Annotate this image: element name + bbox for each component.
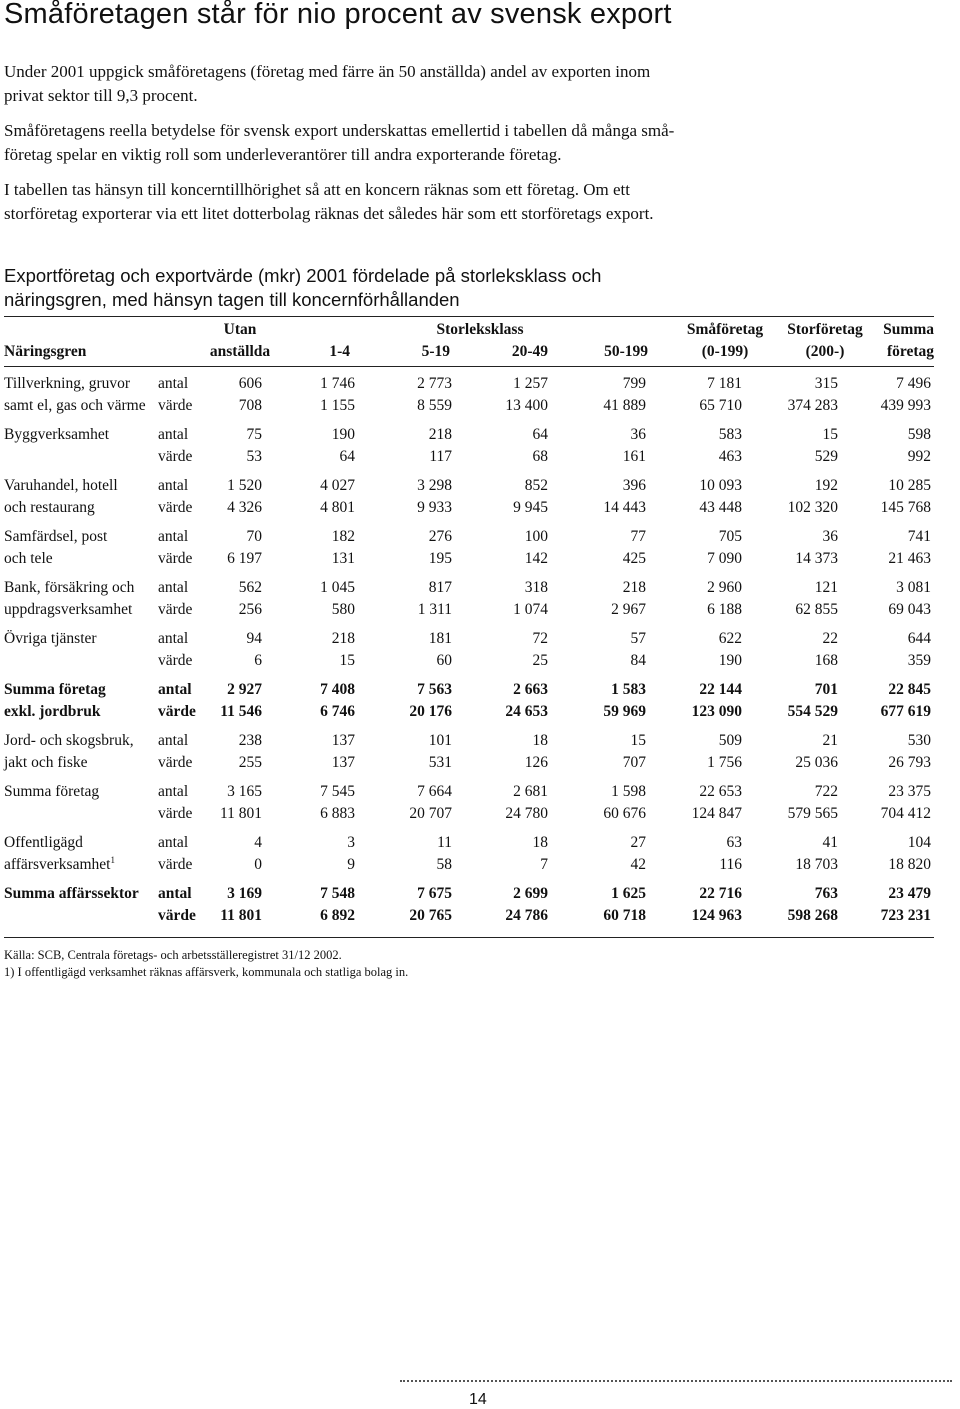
table-cell: 60 676	[603, 804, 646, 822]
measure-label: värde	[158, 855, 193, 873]
measure-label: antal	[158, 630, 189, 647]
table-cell: 192	[814, 477, 838, 494]
table-cell: 123 090	[691, 702, 742, 720]
table-cell: 60	[436, 651, 452, 669]
header-naringsgren: Näringsgren	[4, 343, 87, 360]
table-cell: 14 443	[603, 498, 646, 516]
table-cell: 64	[339, 447, 355, 465]
table-cell: 554 529	[787, 702, 838, 720]
table-cell: 20 176	[409, 702, 452, 720]
header-5-19: 5-19	[421, 343, 450, 360]
table-cell: 1 746	[320, 375, 355, 392]
measure-label: antal	[158, 528, 189, 545]
table-cell: 439 993	[880, 396, 931, 414]
table-cell: 11 546	[220, 702, 262, 720]
row-label-text: Bank, försäkring och	[4, 579, 135, 596]
header-foretag: företag	[886, 343, 934, 360]
table-cell: 606	[238, 375, 262, 392]
table-cell: 7 548	[320, 885, 355, 902]
table-cell: 137	[331, 732, 355, 749]
table-cell: 852	[524, 477, 548, 494]
table-cell: 7 090	[707, 549, 742, 567]
header-50-199: 50-199	[604, 343, 648, 360]
table-cell: 75	[246, 426, 262, 443]
table-cell: 0	[254, 855, 262, 873]
row-label	[4, 753, 88, 773]
table-cell: 26 793	[888, 753, 931, 771]
table-cell: 11 801	[219, 804, 262, 822]
table-cell: 425	[622, 549, 646, 567]
row-label	[4, 702, 100, 722]
table-cell: 142	[524, 549, 548, 567]
table-cell: 218	[622, 579, 646, 596]
table-title-line: Exportföretag och exportvärde (mkr) 2001 fördelade på storleksklass och	[4, 265, 602, 286]
table-cell: 59 969	[603, 702, 646, 720]
table-cell: 315	[814, 375, 838, 392]
table-cell: 708	[238, 396, 262, 414]
table-cell: 583	[718, 426, 742, 443]
table-cell: 168	[814, 651, 838, 669]
table-cell: 3 169	[227, 885, 262, 902]
row-label-text: Byggverksamhet	[4, 426, 110, 443]
table-cell: 1 625	[611, 885, 646, 902]
table-cell: 218	[428, 426, 452, 443]
table-cell: 20 707	[409, 804, 452, 822]
measure-label: antal	[158, 732, 189, 749]
table-cell: 124 847	[691, 804, 742, 822]
measure-label: värde	[158, 753, 193, 771]
table-cell: 992	[907, 447, 931, 465]
table-cell: 10 285	[888, 477, 931, 494]
table-cell: 704 412	[880, 804, 931, 822]
header-bottom-rule	[4, 366, 934, 367]
table-cell: 562	[238, 579, 262, 596]
table-cell: 579 565	[787, 804, 838, 822]
row-label-text: uppdragsverksamhet	[4, 600, 133, 618]
table-cell: 1 045	[320, 579, 355, 596]
table-cell: 722	[814, 783, 838, 800]
table-cell: 1 074	[513, 600, 548, 618]
row-label	[4, 476, 118, 496]
table-cell: 7 181	[707, 375, 742, 392]
text-line: I tabellen tas hänsyn till koncerntillhörighet så att en koncern räknas som ett företag. Om ett	[4, 180, 630, 199]
header-summa: Summa	[883, 321, 934, 338]
table-cell: 396	[622, 477, 646, 494]
row-label	[4, 425, 109, 445]
table-cell: 7 664	[417, 783, 452, 800]
table-cell: 6 197	[227, 549, 262, 567]
table-cell: 6 892	[320, 906, 355, 924]
table-cell: 102 320	[787, 498, 838, 516]
table-cell: 137	[331, 753, 355, 771]
table-cell: 36	[822, 528, 838, 545]
table-cell: 10 093	[699, 477, 742, 494]
table-cell: 276	[428, 528, 452, 545]
row-label-text: jakt och fiske	[4, 753, 88, 771]
measure-label: värde	[158, 702, 196, 720]
table-cell: 63	[726, 834, 742, 851]
table-cell: 69 043	[888, 600, 931, 618]
table-cell: 4 027	[320, 477, 355, 494]
row-label	[4, 498, 95, 518]
table-cell: 22 845	[888, 681, 931, 698]
text-line: Småföretagens reella betydelse för svensk export underskattas emellertid i tabellen då många små-	[4, 121, 675, 140]
table-cell: 644	[907, 630, 931, 647]
table-cell: 255	[238, 753, 262, 771]
table-cell: 2 927	[227, 681, 262, 698]
table-cell: 622	[718, 630, 742, 647]
measure-label: antal	[158, 783, 189, 800]
table-cell: 84	[630, 651, 646, 669]
table-cell: 25	[532, 651, 548, 669]
table-cell: 4 326	[227, 498, 262, 516]
table-cell: 22	[822, 630, 838, 647]
measure-label: värde	[158, 498, 193, 516]
table-cell: 2 967	[611, 600, 646, 618]
table-cell: 1 257	[513, 375, 548, 392]
table-cell: 3 081	[896, 579, 931, 596]
table-cell: 218	[331, 630, 355, 647]
table-cell: 116	[719, 855, 742, 873]
table-cell: 53	[246, 447, 262, 465]
table-cell: 14 373	[795, 549, 838, 567]
table-cell: 36	[630, 426, 646, 443]
table-cell: 121	[814, 579, 838, 596]
table-cell: 598 268	[787, 906, 838, 924]
table-cell: 531	[428, 753, 452, 771]
row-label	[4, 396, 146, 416]
row-label	[4, 884, 139, 904]
measure-label: värde	[158, 804, 193, 822]
table-cell: 62 855	[795, 600, 838, 618]
table-cell: 24 786	[505, 906, 548, 924]
table-cell: 22 144	[699, 681, 742, 698]
table-cell: 1 756	[707, 753, 742, 771]
table-cell: 580	[331, 600, 355, 618]
page-footer-rule	[400, 1380, 952, 1382]
table-cell: 42	[630, 855, 646, 873]
table-cell: 57	[630, 630, 646, 647]
table-cell: 1 598	[611, 783, 646, 800]
row-label-text: Varuhandel, hotell	[4, 477, 118, 494]
footnote-1: 1) I offentligägd verksamhet räknas affärsverk, kommunala och statliga bolag in.	[4, 965, 409, 979]
table-cell: 2 681	[513, 783, 548, 800]
measure-label: antal	[158, 681, 192, 698]
header-utan: Utan	[223, 321, 257, 338]
table-cell: 8 559	[417, 396, 452, 414]
table-cell: 27	[630, 834, 646, 851]
table-cell: 64	[532, 426, 548, 443]
table-cell: 117	[429, 447, 452, 465]
text-line: Under 2001 uppgick småföretagens (företag med färre än 50 anställda) andel av exporten inom	[4, 62, 651, 81]
row-label	[4, 578, 134, 598]
table-cell: 77	[630, 528, 646, 545]
page-title: Småföretagen står för nio procent av svensk export	[4, 0, 672, 30]
measure-label: värde	[158, 906, 196, 924]
table-cell: 24 780	[505, 804, 548, 822]
table-cell: 2 960	[707, 579, 742, 596]
measure-label: antal	[158, 579, 189, 596]
table-cell: 23 375	[888, 783, 931, 800]
table-cell: 723 231	[880, 906, 931, 924]
table-cell: 70	[246, 528, 262, 545]
table-cell: 94	[246, 630, 262, 647]
intro-paragraph-2	[4, 119, 954, 167]
header-smaforetag: Småföretag	[686, 321, 764, 338]
row-label	[4, 600, 132, 620]
table-cell: 701	[814, 681, 838, 698]
table-cell: 190	[718, 651, 742, 669]
table-cell: 6 883	[320, 804, 355, 822]
table-cell: 2 663	[513, 681, 548, 698]
table-cell: 238	[238, 732, 262, 749]
table-cell: 6 746	[320, 702, 355, 720]
table-title	[4, 264, 601, 312]
row-label	[4, 374, 130, 394]
row-label	[4, 527, 107, 547]
table-cell: 799	[622, 375, 646, 392]
table-cell: 7 496	[896, 375, 931, 392]
table-cell: 7 563	[417, 681, 452, 698]
table-cell: 22 653	[699, 783, 742, 800]
table-cell: 41 889	[603, 396, 646, 414]
table-cell: 6	[254, 651, 262, 669]
measure-label: antal	[158, 834, 189, 851]
header-storforetag: Storföretag	[787, 321, 863, 338]
row-label	[4, 680, 106, 700]
table-cell: 124 963	[691, 906, 742, 924]
table-cell: 68	[532, 447, 548, 465]
table-cell: 131	[331, 549, 355, 567]
table-cell: 4 801	[320, 498, 355, 516]
row-label	[4, 833, 83, 853]
table-cell: 18	[532, 732, 548, 749]
table-cell: 104	[907, 834, 931, 851]
table-cell: 25 036	[795, 753, 838, 771]
table-cell: 9	[347, 855, 355, 873]
table-cell: 2 699	[513, 885, 548, 902]
table-top-rule	[4, 316, 934, 317]
table-bottom-rule	[4, 937, 934, 938]
table-cell: 598	[907, 426, 931, 443]
row-label-text: exkl. jordbruk	[4, 702, 101, 720]
measure-label: värde	[158, 651, 193, 669]
page-number: 14	[469, 1391, 487, 1408]
measure-label: antal	[158, 885, 192, 902]
table-cell: 3 298	[417, 477, 452, 494]
header-anstallda: anställda	[209, 343, 271, 360]
measure-label: värde	[158, 447, 193, 465]
table-cell: 18	[532, 834, 548, 851]
row-label	[4, 731, 134, 751]
measure-label: antal	[158, 426, 189, 443]
table-cell: 256	[238, 600, 262, 618]
table-cell: 182	[331, 528, 355, 545]
row-label-text: Jord- och skogsbruk,	[4, 732, 134, 749]
table-cell: 58	[436, 855, 452, 873]
table-cell: 18 703	[795, 855, 838, 873]
table-cell: 3	[347, 834, 355, 851]
row-label-text: och restaurang	[4, 498, 95, 516]
table-cell: 1 311	[417, 600, 452, 618]
table-cell: 1 583	[611, 681, 646, 698]
row-label-text: och tele	[4, 549, 53, 567]
table-cell: 41	[822, 834, 838, 851]
table-cell: 181	[428, 630, 452, 647]
table-cell: 21 463	[888, 549, 931, 567]
table-cell: 2 773	[417, 375, 452, 392]
table-cell: 7	[540, 855, 548, 873]
header-20-49: 20-49	[511, 343, 548, 360]
table-cell: 359	[907, 651, 931, 669]
table-cell: 18 820	[888, 855, 931, 873]
table-cell: 190	[331, 426, 355, 443]
table-cell: 677 619	[880, 702, 931, 720]
table-cell: 7 545	[320, 783, 355, 800]
table-cell: 72	[532, 630, 548, 647]
table-cell: 9 945	[513, 498, 548, 516]
table-cell: 195	[428, 549, 452, 567]
row-label-text: Tillverkning, gruvor	[4, 375, 131, 392]
header-200: (200-)	[805, 343, 845, 360]
table-cell: 705	[718, 528, 742, 545]
header-group-storleksklass: Storleksklass	[436, 321, 524, 338]
table-cell: 15	[630, 732, 646, 749]
table-cell: 374 283	[787, 396, 838, 414]
text-line: storföretag exporterar via ett litet dotterbolag räknas det således här som ett storföretags export.	[4, 204, 654, 223]
table-cell: 7 675	[417, 885, 452, 902]
intro-paragraph-1	[4, 60, 954, 108]
row-label-text: Summa företag	[4, 681, 106, 698]
table-cell: 101	[428, 732, 452, 749]
table-cell: 509	[718, 732, 742, 749]
measure-label: värde	[158, 600, 193, 618]
table-cell: 707	[622, 753, 646, 771]
table-cell: 145 768	[880, 498, 931, 516]
row-label-text: affärsverksamhet	[4, 855, 111, 873]
table-cell: 3 165	[227, 783, 262, 800]
row-label-text: Offentligägd	[4, 834, 83, 851]
table-cell: 1 155	[320, 396, 355, 414]
row-label-text: Summa företag	[4, 783, 100, 800]
measure-label: antal	[158, 477, 189, 494]
row-label-text: Samfärdsel, post	[4, 528, 108, 545]
table-cell: 530	[907, 732, 931, 749]
intro-paragraph-3	[4, 178, 954, 226]
table-cell: 22 716	[699, 885, 742, 902]
table-cell: 15	[339, 651, 355, 669]
measure-label: värde	[158, 549, 193, 567]
table-cell: 126	[524, 753, 548, 771]
table-cell: 741	[907, 528, 931, 545]
table-cell: 7 408	[320, 681, 355, 698]
table-cell: 4	[254, 834, 262, 851]
table-cell: 6 188	[707, 600, 742, 618]
row-label-text: Summa affärssektor	[4, 885, 139, 902]
table-cell: 11	[437, 834, 452, 851]
table-cell: 529	[814, 447, 838, 465]
table-cell: 463	[718, 447, 742, 465]
row-label	[4, 782, 99, 802]
table-cell: 24 653	[505, 702, 548, 720]
measure-label: värde	[158, 396, 193, 414]
table-cell: 13 400	[505, 396, 548, 414]
footnote-mark: 1	[110, 854, 115, 865]
table-cell: 20 765	[409, 906, 452, 924]
table-cell: 763	[814, 885, 838, 902]
row-label	[4, 549, 53, 569]
table-title-line: näringsgren, med hänsyn tagen till koncernförhållanden	[4, 289, 460, 310]
text-line: privat sektor till 9,3 procent.	[4, 86, 198, 105]
table-cell: 1 520	[227, 477, 262, 494]
table-cell: 11 801	[220, 906, 262, 924]
header-1-4: 1-4	[329, 343, 350, 360]
table-cell: 318	[524, 579, 548, 596]
source-note: Källa: SCB, Centrala företags- och arbetsställeregistret 31/12 2002.	[4, 948, 342, 962]
row-label	[4, 855, 115, 875]
table-cell: 817	[428, 579, 452, 596]
row-label	[4, 629, 97, 649]
header-0-199: (0-199)	[701, 343, 749, 360]
row-label-text: samt el, gas och värme	[4, 396, 146, 414]
row-label-text: Övriga tjänster	[4, 630, 97, 647]
table-cell: 23 479	[888, 885, 931, 902]
text-line: företag spelar en viktig roll som underleverantörer till andra exporterande företag.	[4, 145, 562, 164]
table-cell: 43 448	[699, 498, 742, 516]
table-cell: 9 933	[417, 498, 452, 516]
table-cell: 65 710	[699, 396, 742, 414]
table-cell: 21	[822, 732, 838, 749]
measure-label: antal	[158, 375, 189, 392]
table-cell: 100	[524, 528, 548, 545]
table-cell: 15	[822, 426, 838, 443]
table-cell: 161	[622, 447, 646, 465]
table-cell: 60 718	[603, 906, 646, 924]
